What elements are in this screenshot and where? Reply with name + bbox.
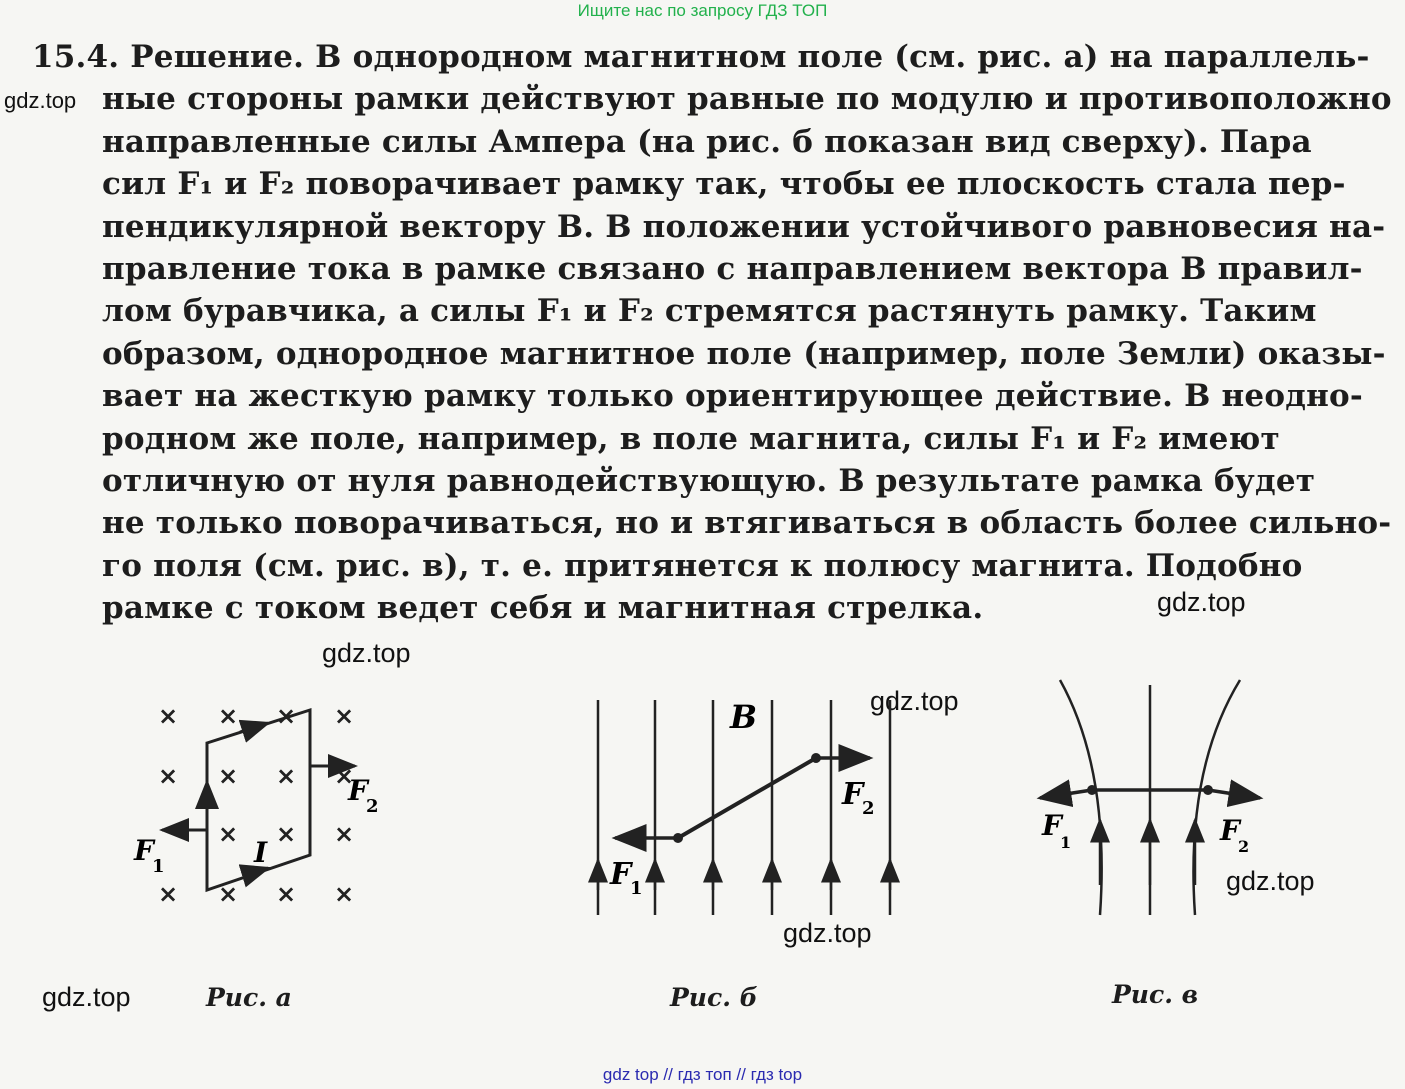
label-f2: F <box>842 777 864 812</box>
watermark: gdz.top <box>42 982 131 1012</box>
text-line: направленные силы Ампера (на рис. б показан вид сверху). Пара <box>102 123 1312 160</box>
svg-text:×: × <box>158 880 179 908</box>
svg-text:×: × <box>158 702 179 730</box>
svg-text:×: × <box>276 880 297 908</box>
svg-text:×: × <box>334 820 355 848</box>
figure-a <box>134 690 390 920</box>
svg-text:×: × <box>334 762 355 790</box>
caption-b: Рис. б <box>670 983 758 1012</box>
text-line: не только поворачиваться, но и втягиваться в область более сильно- <box>102 505 1392 542</box>
watermark: gdz.top <box>1157 587 1246 617</box>
solution-text <box>32 36 1392 630</box>
problem-number: 15.4. <box>32 39 120 75</box>
problem-heading: Решение. <box>130 39 305 75</box>
label-f1: F <box>134 834 154 867</box>
text-line: ные стороны рамки действуют равные по модулю и противоположно <box>102 81 1392 118</box>
text-line: отличную от нуля равнодействующую. В результате рамка будет <box>102 463 1316 500</box>
caption-c: Рис. в <box>1112 980 1199 1009</box>
label-f2-sub: 2 <box>366 796 379 817</box>
text-line: лом буравчика, а силы F₁ и F₂ стремятся растянуть рамку. Таким <box>102 293 1317 330</box>
caption-a: Рис. а <box>206 983 292 1012</box>
text-line: го поля (см. рис. в), т. е. притянется к полюсу магнита. Подобно <box>102 547 1303 584</box>
svg-text:×: × <box>334 880 355 908</box>
label-f1: F <box>1042 809 1062 842</box>
watermark: gdz.top <box>783 918 872 948</box>
label-f2-sub: 2 <box>862 798 875 819</box>
text-line: правление тока в рамке связано с направлением вектора B правил- <box>102 251 1363 288</box>
label-f1-sub: 1 <box>630 878 643 899</box>
frame-top-view <box>678 758 816 838</box>
label-f1: F <box>610 857 632 892</box>
svg-text:×: × <box>218 820 239 848</box>
svg-text:×: × <box>276 820 297 848</box>
svg-text:×: × <box>334 702 355 730</box>
line-1 <box>32 36 1368 78</box>
text-line: пендикулярной вектору B. В положении устойчивого равновесия на- <box>102 208 1386 245</box>
text-line: рамке с током ведет себя и магнитная стрелка. <box>102 590 984 627</box>
label-f1-sub: 1 <box>152 856 165 877</box>
field-crosses <box>158 702 354 908</box>
watermark: gdz.top <box>1226 866 1315 896</box>
text-line: вает на жесткую рамку только ориентирующее действие. В неодно- <box>102 378 1363 415</box>
text-line: сил F₁ и F₂ поворачивает рамку так, чтобы ее плоскость стала пер- <box>102 166 1346 203</box>
svg-text:×: × <box>218 702 239 730</box>
svg-text:×: × <box>218 880 239 908</box>
top-banner[interactable]: Ищите нас по запросу ГДЗ ТОП <box>577 1 828 20</box>
watermark: gdz.top <box>4 88 77 113</box>
text-line: родном же поле, например, в поле магнита, силы F₁ и F₂ имеют <box>102 420 1280 457</box>
figure-b <box>580 690 910 920</box>
label-f1-sub: 1 <box>1060 833 1072 852</box>
label-current: I <box>254 836 268 869</box>
watermark: gdz.top <box>322 638 411 668</box>
label-f2: F <box>348 774 368 807</box>
label-f2-sub: 2 <box>1238 837 1250 856</box>
footer-links[interactable]: gdz top // гдз топ // гдз top <box>602 1065 803 1084</box>
figure-c <box>1030 680 1270 920</box>
svg-text:×: × <box>158 762 179 790</box>
label-b: B <box>730 698 758 736</box>
label-f2: F <box>1220 814 1240 847</box>
svg-text:×: × <box>276 762 297 790</box>
text-line: образом, однородное магнитное поле (например, поле Земли) оказы- <box>102 335 1386 372</box>
watermark: gdz.top <box>870 686 959 716</box>
text-line: В однородном магнитном поле (см. рис. а) на параллель- <box>315 39 1370 75</box>
svg-text:×: × <box>218 762 239 790</box>
svg-text:×: × <box>276 702 297 730</box>
